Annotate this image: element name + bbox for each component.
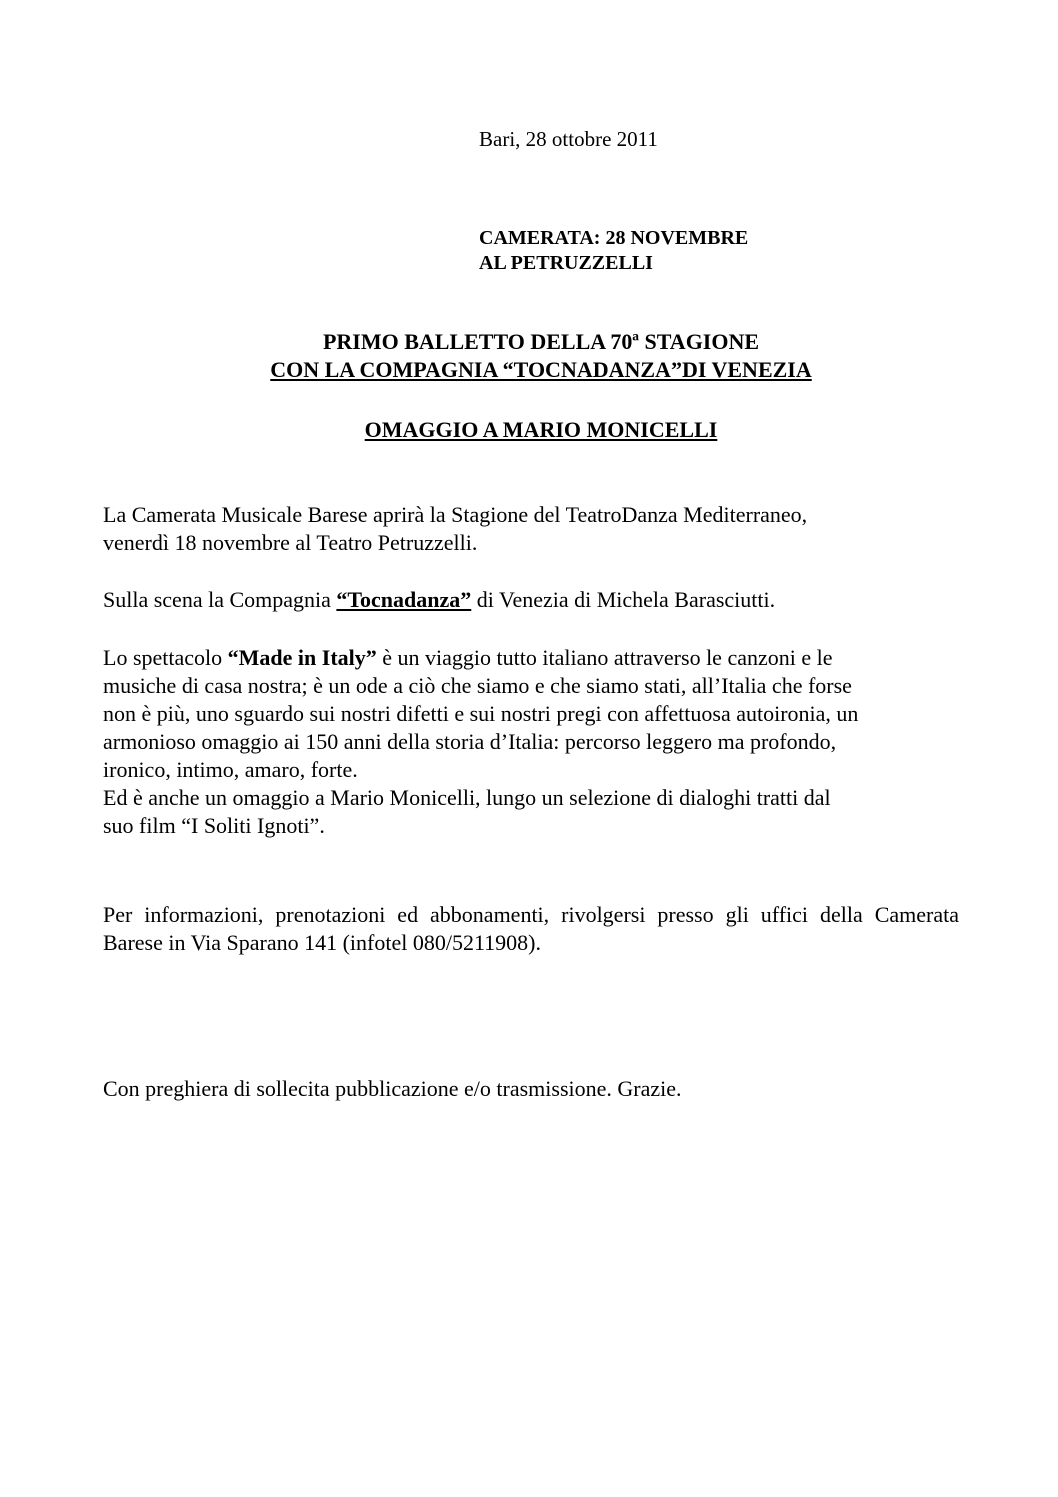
paragraph-closing: Con preghiera di sollecita pubblicazione e/o trasmissione. Grazie. [103,1076,682,1101]
paragraph-company [103,586,959,614]
paragraph-line [103,644,959,672]
text-segment: è un viaggio tutto italiano attraverso le canzoni e le [376,645,833,670]
paragraph-line: musiche di casa nostra; è un ode a ciò che siamo e che siamo stati, all’Italia che forse [103,673,852,698]
company-name: “Tocnadanza” [336,587,472,612]
paragraph-line: ironico, intimo, amaro, forte. [103,757,358,782]
kicker-line-2: AL PETRUZZELLI [479,252,653,274]
paragraph-line: La Camerata Musicale Barese aprirà la Stagione del TeatroDanza Mediterraneo, [103,502,808,527]
headline-line-1: PRIMO BALLETTO DELLA 70ª STAGIONE [322,329,760,354]
paragraph-line: Ed è anche un omaggio a Mario Monicelli, lungo un selezione di dialoghi tratti dal [103,785,831,810]
kicker-line-1: CAMERATA: 28 NOVEMBRE [479,227,749,249]
paragraph-information: Per informazioni, prenotazioni ed abbonamenti, rivolgersi presso gli uffici della Camerata Barese in Via Sparano 141 (infotel 080/5211908). [103,902,959,955]
paragraph-line: armonioso omaggio ai 150 anni della storia d’Italia: percorso leggero ma profondo, [103,729,837,754]
paragraph-line: suo film “I Soliti Ignoti”. [103,813,325,838]
text-segment: di Venezia di Michela Barasciutti. [471,587,776,612]
paragraph-line: non è più, uno sguardo sui nostri difetti e sui nostri pregi con affettuosa autoironia, un [103,701,859,726]
headline-line-3: OMAGGIO A MARIO MONICELLI [364,417,718,442]
kicker [479,226,748,276]
paragraph-line [103,586,959,614]
date-line: Bari, 28 ottobre 2011 [479,127,658,151]
paragraph-show [103,644,959,840]
text-segment: Sulla scena la Compagnia [103,587,337,612]
paragraph-announcement [103,501,959,557]
paragraph-line: venerdì 18 novembre al Teatro Petruzzelli. [103,530,478,555]
text-segment: Lo spettacolo [103,645,228,670]
headline-line-2: CON LA COMPAGNIA “TOCNADANZA”DI VENEZIA [270,357,812,382]
show-title: “Made in Italy” [227,645,377,670]
